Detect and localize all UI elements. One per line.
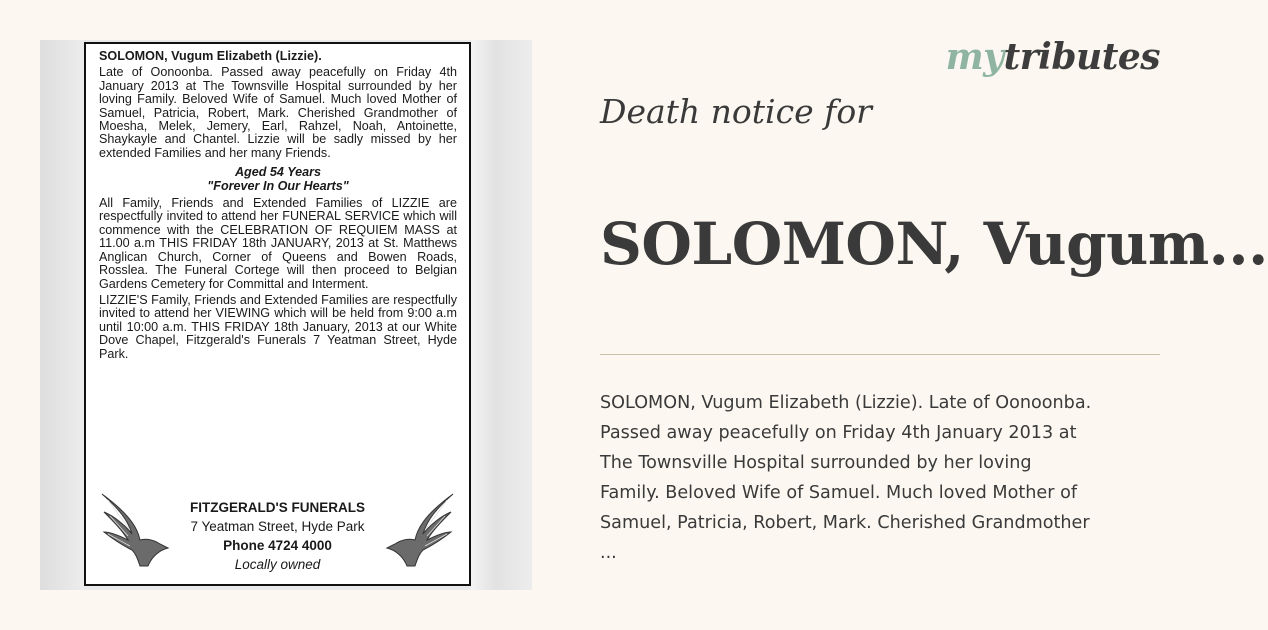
deceased-name-title: SOLOMON, Vugum... <box>600 210 1268 278</box>
mytributes-logo[interactable] <box>946 36 1160 78</box>
logo-my: my <box>945 36 1004 78</box>
divider <box>600 354 1160 355</box>
excerpt-line: ... <box>600 543 617 563</box>
death-notice-label: Death notice for <box>600 92 872 131</box>
funeral-home-phone: Phone 4724 4000 <box>223 538 332 553</box>
logo-tributes: tributes <box>1003 36 1160 78</box>
notice-paragraph-3: LIZZIE'S Family, Friends and Extended Families are respectfully invited to attend her VIEWING which will be held from 9:00 a.m until 10:00 a.m. THIS FRIDAY 18th January, 2013 at our White Dove Chapel, Fitzgerald's Funerals 7 Yeatman Street, Hyde Park. <box>99 292 457 361</box>
notice-quote: "Forever In Our Hearts" <box>207 178 349 193</box>
notice-paragraph-2: All Family, Friends and Extended Families of LIZZIE are respectfully invited to attend her FUNERAL SERVICE which will commence with the CELEBRATION OF REQUIEM MASS at 11.00 a.m THIS FRIDAY 18th JANUARY, 2013 at St. Matthews Anglican Church, Corner of Queens and Bowen Roads, Rosslea. The Funeral Cortege will then proceed to Belgian Gardens Cemetery for Committal and Interment. <box>99 196 457 291</box>
excerpt-line: The Townsville Hospital surrounded by her loving <box>600 453 1032 473</box>
funeral-home-owned: Locally owned <box>234 557 321 572</box>
excerpt-line: SOLOMON, Vugum Elizabeth (Lizzie). Late of Oonoonba. <box>600 393 1092 413</box>
notice-paragraph-1: Late of Oonoonba. Passed away peacefully on Friday 4th January 2013 at The Townsville Hospital surrounded by her loving Family. Beloved Wife of Samuel. Much loved Mother of Samuel, Patricia, Robert, Mark. Cherished Grandmother of Moesha, Melek, Jemery, Earl, Rahzel, Noah, Antoinette, Shaykayle and Chantel. Lizzie will be sadly missed by her extended Families and her many Friends. <box>99 65 457 160</box>
excerpt-line: Passed away peacefully on Friday 4th January 2013 at <box>600 423 1077 443</box>
excerpt-line: Family. Beloved Wife of Samuel. Much loved Mother of <box>600 483 1078 503</box>
notice-age: Aged 54 Years <box>234 165 322 180</box>
dove-icon <box>98 490 174 572</box>
funeral-home-block <box>86 484 469 584</box>
paper-edge-left <box>40 40 84 590</box>
paper-edge-right <box>471 40 532 590</box>
funeral-home-address: 7 Yeatman Street, Hyde Park <box>190 519 365 534</box>
notice-excerpt <box>600 388 1160 568</box>
funeral-home-text <box>166 498 389 574</box>
funeral-home-name: FITZGERALD'S FUNERALS <box>190 500 365 515</box>
excerpt-line: Samuel, Patricia, Robert, Mark. Cherished Grandmother <box>600 513 1090 533</box>
dove-icon <box>381 490 457 572</box>
notice-paper <box>84 42 471 586</box>
notice-name: SOLOMON, Vugum Elizabeth (Lizzie). <box>99 49 322 63</box>
notice-image <box>40 40 532 590</box>
